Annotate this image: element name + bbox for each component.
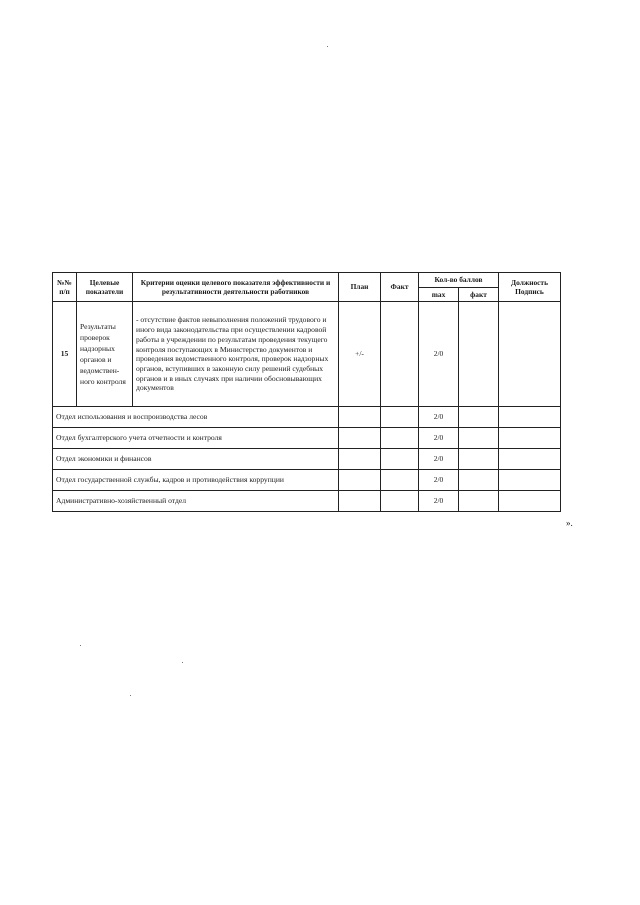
fact-value bbox=[381, 449, 419, 470]
header-criteria: Критерии оценки целевого показателя эффективности и результативности деятельности работников bbox=[133, 273, 339, 302]
fact-points bbox=[459, 491, 499, 512]
header-fact-points: факт bbox=[459, 287, 499, 302]
row-number: 15 bbox=[53, 302, 77, 407]
header-points: Кол-во баллов bbox=[419, 273, 499, 288]
header-number: №№ п/п bbox=[53, 273, 77, 302]
signature-cell bbox=[499, 449, 561, 470]
header-signature: Должность Подпись bbox=[499, 273, 561, 302]
signature-cell bbox=[499, 470, 561, 491]
closing-quote-mark: ». bbox=[566, 518, 573, 528]
performance-criteria-table bbox=[52, 272, 561, 512]
department-name: Отдел использования и воспроизводства лесов bbox=[53, 407, 339, 428]
signature-cell bbox=[499, 407, 561, 428]
header-target: Целевые показатели bbox=[77, 273, 133, 302]
header-row bbox=[53, 273, 561, 288]
signature-cell bbox=[499, 491, 561, 512]
max-points: 2/0 bbox=[419, 407, 459, 428]
table-row bbox=[53, 302, 561, 407]
scan-speck bbox=[130, 695, 131, 696]
table-row bbox=[53, 470, 561, 491]
department-name: Отдел бухгалтерского учета отчетности и контроля bbox=[53, 428, 339, 449]
max-points: 2/0 bbox=[419, 449, 459, 470]
plan-value bbox=[339, 470, 381, 491]
table-row bbox=[53, 407, 561, 428]
fact-points bbox=[459, 407, 499, 428]
fact-value bbox=[381, 491, 419, 512]
fact-points bbox=[459, 449, 499, 470]
department-name: Отдел государственной службы, кадров и противодействия коррупции bbox=[53, 470, 339, 491]
fact-points bbox=[459, 428, 499, 449]
plan-value bbox=[339, 449, 381, 470]
scan-speck bbox=[327, 46, 328, 47]
max-points: 2/0 bbox=[419, 428, 459, 449]
department-name: Административно-хозяйственный отдел bbox=[53, 491, 339, 512]
signature-cell bbox=[499, 302, 561, 407]
plan-value bbox=[339, 491, 381, 512]
fact-value bbox=[381, 302, 419, 407]
max-points: 2/0 bbox=[419, 470, 459, 491]
fact-points bbox=[459, 302, 499, 407]
scan-speck bbox=[80, 645, 81, 646]
plan-value: +/- bbox=[339, 302, 381, 407]
plan-value bbox=[339, 428, 381, 449]
fact-value bbox=[381, 470, 419, 491]
table-row bbox=[53, 428, 561, 449]
criteria-text: - отсутствие фактов невыполнения положений трудового и иного вида законодательства при осуществлении кадровой работы в учреждении по результатам проведения текущего контроля поступающих в Министерство документов и проведения ведомственного контроля, проверок надзорных органов, вступивших в законную силу решений судебных органов и в иных случаях при наличии обосновывающих документов bbox=[133, 302, 339, 407]
max-points: 2/0 bbox=[419, 491, 459, 512]
table-row bbox=[53, 491, 561, 512]
table-row bbox=[53, 449, 561, 470]
max-points: 2/0 bbox=[419, 302, 459, 407]
signature-cell bbox=[499, 428, 561, 449]
plan-value bbox=[339, 407, 381, 428]
fact-points bbox=[459, 470, 499, 491]
target-indicator: Результаты проверок надзорных органов и ведомствен-ного контроля bbox=[77, 302, 133, 407]
header-max: max bbox=[419, 287, 459, 302]
header-fact: Факт bbox=[381, 273, 419, 302]
fact-value bbox=[381, 428, 419, 449]
scan-speck bbox=[182, 662, 183, 663]
fact-value bbox=[381, 407, 419, 428]
header-plan: План bbox=[339, 273, 381, 302]
department-name: Отдел экономики и финансов bbox=[53, 449, 339, 470]
